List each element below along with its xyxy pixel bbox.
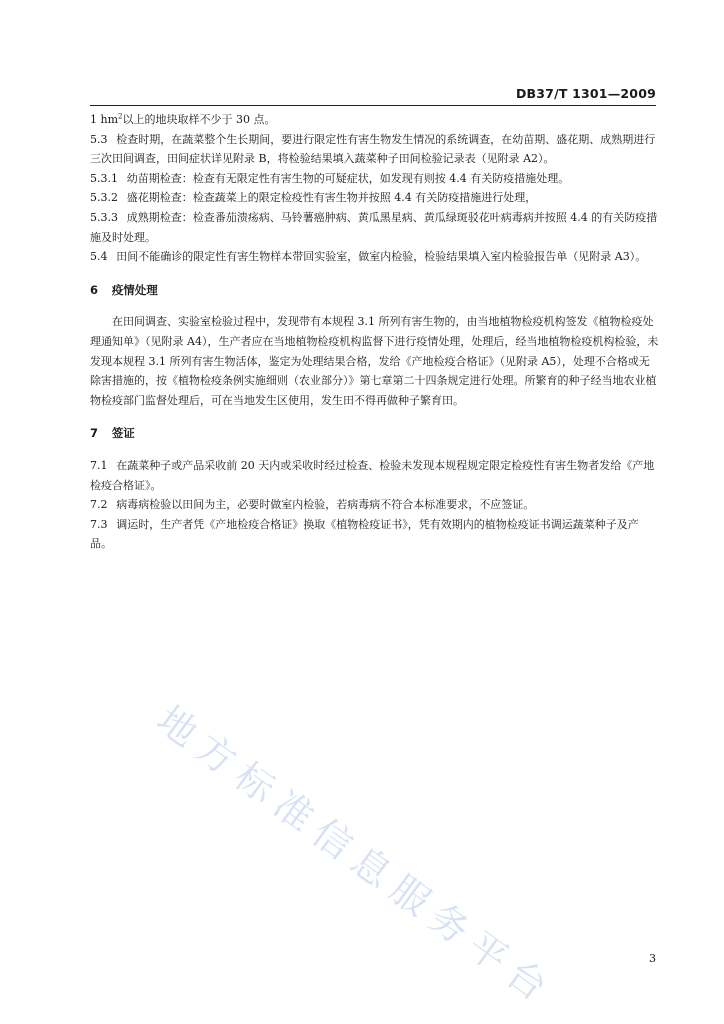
clause-5-3-3 (90, 208, 660, 247)
clause-text: 病毒病检验以田间为主，必要时做室内检验，若病毒病不符合本标准要求，不应签证。 (116, 498, 535, 512)
clause-7-2 (90, 495, 660, 515)
section-number: 6 (90, 282, 99, 297)
section-title: 签证 (111, 426, 135, 441)
clause-number: 5.3 (90, 132, 108, 146)
clause-text: 成熟期检查：检查番茄溃疡病、马铃薯癌肿病、黄瓜黑星病、黄瓜绿斑驳花叶病毒病并按照 4.4 的有关防疫措施及时处理。 (90, 210, 658, 244)
clause-number: 5.4 (90, 250, 108, 264)
clause-text: 幼苗期检查：检查有无限定性有害生物的可疑症状，如发现有则按 4.4 有关防疫措施处理。 (126, 171, 570, 185)
clause-number: 5.3.3 (90, 210, 118, 224)
clause-text: 在蔬菜种子或产品采收前 20 天内或采收时经过检查、检验未发现本规程规定限定检疫性有害生物者发给《产地检疫合格证》。 (90, 458, 655, 492)
clause-number: 5.3.1 (90, 171, 118, 185)
area-unit-sup: 2 (118, 112, 123, 121)
area-unit-pre: 1 hm (90, 113, 119, 126)
clause-5-4 (90, 247, 660, 267)
clause-text: 调运时，生产者凭《产地检疫合格证》换取《植物检疫证书》，凭有效期内的植物检疫证书调运蔬菜种子及产品。 (90, 517, 639, 551)
clause-text: 田间不能确诊的限定性有害生物样本带回实验室，做室内检验，检验结果填入室内检验报告单（见附录 A3）。 (116, 250, 647, 264)
standard-code: DB37/T 1301—2009 (515, 86, 656, 101)
section-title: 疫情处理 (111, 282, 158, 297)
clause-7-3 (90, 515, 660, 554)
section-6-paragraph: 在田间调查、实验室检验过程中，发现带有本规程 3.1 所列有害生物的，由当地植物检疫机构签发《植物检疫处理通知单》（见附录 A4），生产者应在当地植物检疫机构监督下进行疫情处理，处理后，经当地植物检疫机构检验，未发现本规程 3.1 所列有害生物活体，鉴定为处理结果合格，发给《产地检疫合格证》（见附录 A5），处理不合格或无除害措施的，按《植物检疫条例实施细则（农业部分）》第七章第二十四条规定进行处理。所繁育的种子经当地农业植物检疫部门监督处理后，可在当地发生区使用，发生田不得再做种子繁育田。 (90, 315, 659, 407)
watermark-text: 地方标准信息服务平台 (148, 697, 564, 1016)
clause-7-1 (90, 456, 660, 495)
clause-5-3-1 (90, 169, 660, 189)
clause-text: 盛花期检查：检查蔬菜上的限定检疫性有害生物并按照 4.4 有关防疫措施进行处理， (126, 191, 537, 205)
clause-number: 7.1 (90, 458, 108, 472)
clause-number: 7.2 (90, 498, 108, 512)
clause-5-3-2 (90, 188, 660, 208)
continuation-line (90, 110, 660, 130)
header-rule (90, 105, 656, 106)
section-7-heading (90, 424, 660, 444)
section-6-heading (90, 281, 660, 301)
page-number: 3 (649, 952, 656, 965)
section-number: 7 (90, 426, 99, 441)
document-body (90, 110, 660, 554)
sampling-points-text: 以上的地块取样不少于 30 点。 (122, 113, 276, 126)
clause-number: 5.3.2 (90, 191, 118, 205)
clause-5-3 (90, 130, 660, 169)
clause-number: 7.3 (90, 517, 108, 531)
clause-text: 检查时期，在蔬菜整个生长期间，要进行限定性有害生物发生情况的系统调查，在幼苗期、盛花期、成熟期进行三次田间调查，田间症状详见附录 B，将检验结果填入蔬菜种子田间检验记录表（见附录 A2）。 (90, 132, 656, 166)
